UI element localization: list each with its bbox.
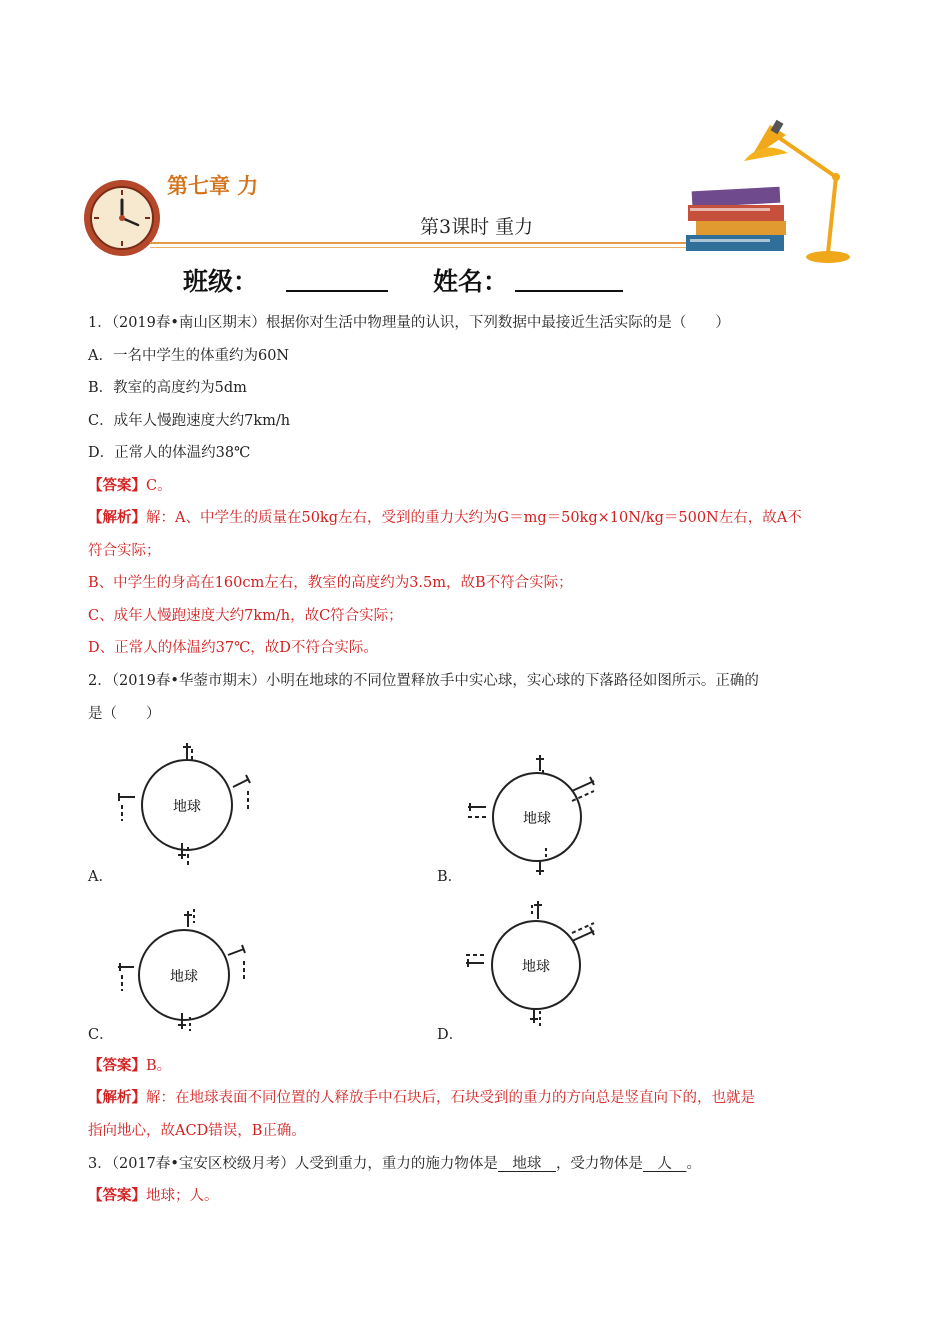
q1-answer-value: C。 bbox=[146, 478, 172, 494]
q1-option-b: B．教室的高度约为5dm bbox=[88, 380, 247, 396]
q3-answer: 【答案】地球；人。 bbox=[88, 1187, 219, 1204]
q2-option-a-label: A． bbox=[88, 869, 113, 885]
name-label: 姓名： bbox=[433, 267, 509, 296]
globe-figure-b bbox=[460, 745, 620, 875]
class-blank[interactable] bbox=[286, 290, 388, 292]
class-label: 班级： bbox=[183, 267, 259, 296]
svg-text:地球: 地球 bbox=[522, 959, 550, 975]
q1-option-c: C．成年人慢跑速度大约7km/h bbox=[88, 413, 291, 429]
q2-analysis-line-2: 指向地心，故ACD错误，B正确。 bbox=[88, 1123, 306, 1139]
q1-analysis-line-5: D、正常人的体温约37℃，故D不符合实际。 bbox=[88, 640, 378, 656]
q2-option-c-label: C． bbox=[88, 1027, 114, 1043]
q2-answer-value: B。 bbox=[146, 1058, 172, 1074]
q2-stem-line-2: 是（ ） bbox=[88, 706, 161, 722]
q3-answer-value: 地球；人。 bbox=[146, 1188, 219, 1204]
q1-option-d: D．正常人的体温约38℃ bbox=[88, 445, 251, 461]
q2-option-b-label: B． bbox=[437, 869, 463, 885]
q1-analysis-line-2: 符合实际； bbox=[88, 543, 161, 559]
svg-text:地球: 地球 bbox=[170, 969, 198, 985]
q3-stem: 3．（2017春•宝安区校级月考）人受到重力，重力的施力物体是 地球 ，受力物体是 人 。 bbox=[88, 1156, 701, 1172]
lesson-title: 第3课时 重力 bbox=[420, 216, 534, 238]
q1-analysis-line-3: B、中学生的身高在160cm左右，教室的高度约为3.5m，故B不符合实际； bbox=[88, 575, 573, 591]
q2-analysis-line-1: 【解析】解：在地球表面不同位置的人释放手中石块后，石块受到的重力的方向总是竖直向下的，也就是 bbox=[88, 1089, 755, 1106]
globe-label: 地球 bbox=[173, 799, 201, 815]
clock-icon bbox=[82, 178, 162, 258]
q3-blank-2: 人 bbox=[642, 1156, 687, 1172]
chapter-title: 第七章 力 bbox=[167, 174, 259, 198]
q2-answer: 【答案】B。 bbox=[88, 1057, 172, 1074]
answer-tag: 【答案】 bbox=[88, 477, 146, 494]
name-blank[interactable] bbox=[515, 290, 623, 292]
q1-answer bbox=[88, 476, 172, 496]
q2-option-d-label: D． bbox=[437, 1027, 464, 1043]
globe-figure-a bbox=[110, 735, 270, 870]
header-rule bbox=[150, 242, 710, 244]
globe-figure-c bbox=[110, 905, 270, 1035]
svg-text:地球: 地球 bbox=[523, 811, 551, 827]
q1-analysis-line-4: C、成年人慢跑速度大约7km/h，故C符合实际； bbox=[88, 608, 403, 624]
q1-option-a: A．一名中学生的体重约为60N bbox=[88, 348, 290, 364]
books-lamp-illustration bbox=[678, 115, 850, 265]
globe-figure-d bbox=[460, 895, 620, 1030]
q1-analysis-line-1: 【解析】解：A、中学生的质量在50kg左右，受到的重力大约为G＝mg＝50kg×10N/kg＝500N左右，故A不 bbox=[88, 509, 802, 526]
q1-stem: 1．（2019春•南山区期末）根据你对生活中物理量的认识，下列数据中最接近生活实际的是（ ） bbox=[88, 315, 730, 331]
analysis-tag: 【解析】 bbox=[88, 509, 146, 526]
header-rule-thin bbox=[150, 247, 710, 248]
q2-stem-line-1: 2．（2019春•华蓥市期末）小明在地球的不同位置释放手中实心球，实心球的下落路径如图所示。正确的 bbox=[88, 673, 759, 689]
q3-blank-1: 地球 bbox=[497, 1156, 556, 1172]
